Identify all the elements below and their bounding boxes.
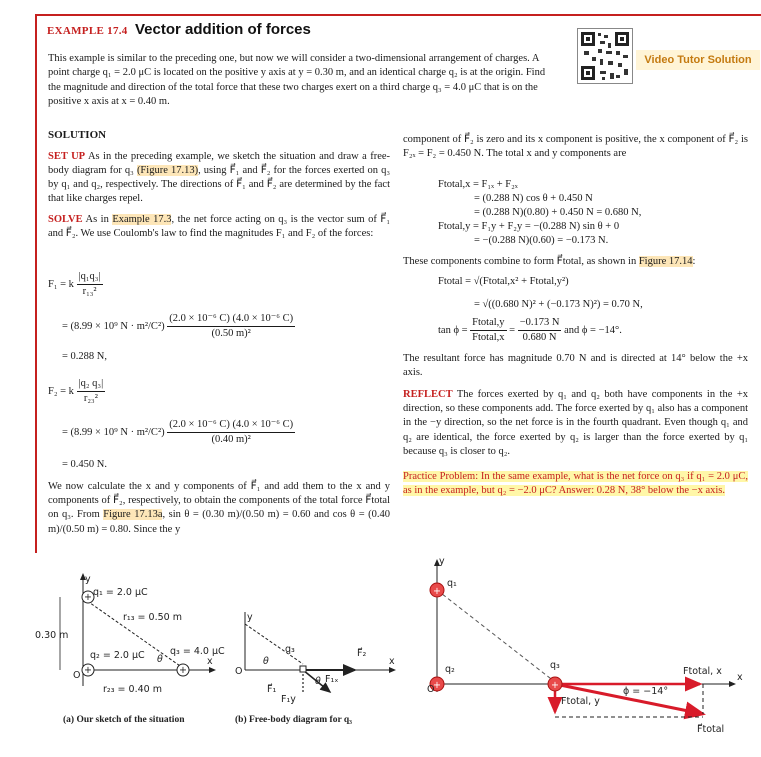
f2-denominator: r₂₃² [83,393,98,405]
tan-rhs: and ϕ = −14°. [564,325,622,337]
f1-equation [48,270,103,299]
tan-equals: = [509,325,516,337]
svg-text:+: + [84,665,92,676]
fig-a-r13: r₁₃ = 0.50 m [123,612,182,623]
svg-text:+: + [433,680,441,691]
result-paragraph: The resultant force has magnitude 0.70 N and is directed at 14° below the +x axis. [403,353,748,379]
reflect-label: REFLECT [403,389,453,400]
solve-text-cont: , the net force acting on q₃ is the vector sum of F⃗₁ and F⃗₂. We use Coulomb's law to find the magnitudes F₁ and F₂ of the forces: [48,213,391,239]
fig-a-y-label: y [85,574,91,585]
fig-b-theta: θ [263,656,269,667]
problem-statement: This example is similar to the preceding one, but now we will consider a two-dimensional arrangement of charges. A point charge q₁ = 2.0 μC is located on the positive y axis at y = 0.30 m, and an identical charge q₂ is at the origin. Find the magnitude and direction of the total force that these two charges exert on a third charge q₃ = 4.0 μC that is on the positive x axis at x = 0.40 m. [48,53,546,108]
fig-b-q3: q₃ [285,644,295,655]
reflect-text: The forces exerted by q₁ and q₂ both have components in the +x direction, so these components add. The force exerted by q₁ also has a component in the −y direction, so the net force is in the fourth quadrant. Even though q₁ and q₂ are identical, the force exerted by q₂ is larger than the force exerted by q₁ because q₃ is closer to q₂. [403,389,749,457]
eq-total-x-3: = (0.288 N)(0.80) + 0.450 N = 0.680 N, [474,207,642,218]
tan-denominator: Ftotal,x [472,332,505,344]
practice-text: Practice Problem: In the same example, what is the net force on q₃ if q₁ = 2.0 μC, as in the example, but q₂ = −2.0 μC? Answer: 0.28 N, 38° below the −x axis. [403,471,748,497]
eq-total-x-2: = (0.288 N) cos θ + 0.450 N [474,193,593,204]
tan-numerator: Ftotal,y [470,316,506,331]
setup-text-cont: , using F⃗₁ and F⃗₂ for the forces exerted on q₃ by q₁ and q₂, respectively. The directions of F⃗₁ and F⃗₂ are determined by the fact that like charges repel. [48,165,390,205]
fig-a-q1: q₁ = 2.0 μC [93,587,148,598]
magnitude-eq-1: Ftotal = √(Ftotal,x² + Ftotal,y²) [438,276,569,287]
solution-column-right [403,133,748,167]
fig-b-caption: (b) Free-body diagram for q₃ [235,715,353,725]
components-text-cont: , sin θ = (0.30 m)/(0.50 m) = 0.60 and cos θ = (0.40 m)/(0.50 m) = 0.80. Since the y [48,509,390,535]
figure-13a-link[interactable]: Figure 17.13a [103,509,163,521]
fig-b-y-label: y [247,612,253,623]
f1-frac-numerator: (2.0 × 10⁻⁶ C) (4.0 × 10⁻⁶ C) [167,312,295,327]
f2-result: = 0.450 N. [62,459,108,470]
solution-heading: SOLUTION [48,129,107,141]
reflect-paragraph [403,388,748,459]
combine-text: These components combine to form F⃗total, as shown in [403,256,639,267]
eq-total-y-2: = −(0.288 N)(0.60) = −0.173 N. [474,235,609,246]
example-title: Vector addition of forces [135,21,311,38]
figures-area [35,552,760,752]
f2-substitution [62,418,295,447]
f1-substitution [62,312,295,341]
f1-frac-denominator: (0.50 m)² [211,328,251,340]
f1-denominator: r₁₃² [82,286,97,298]
setup-label: SET UP [48,150,86,162]
fig-c-q3: q₃ [550,660,560,671]
example-link[interactable]: Example 17.3 [112,213,172,225]
fig-a-x-label: x [207,656,213,667]
fig-b-f1y: F₁y [281,694,296,705]
fig-c-phi: ϕ = −14° [623,686,669,697]
magnitude-eq-2: = √((0.680 N)² + (−0.173 N)²) = 0.70 N, [474,299,643,310]
fig-a-height: 0.30 m [35,630,69,641]
eq-total-x-1: Ftotal,x = F₁ₓ + F₂ₓ [438,179,518,190]
tan-denominator-2: 0.680 N [522,332,557,344]
components-paragraph [48,480,390,537]
fig-b-f2: F⃗₂ [357,648,367,659]
svg-text:+: + [433,586,441,597]
fig-c-ft: F⃗total [697,724,725,735]
components-text: We now calculate the x and y components of F⃗₁ and add them to the x and y components of F⃗₂, respectively, to obtain the components of the total force F⃗total on q₃. From [48,481,390,521]
combine-paragraph [403,255,748,269]
f1-numerator: |q₁q₃| [77,270,103,285]
fig-a-r23: r₂₃ = 0.40 m [103,684,162,695]
combine-text-cont: : [692,256,696,267]
example-header [37,16,537,46]
fig-c-q2: q₂ [445,664,455,675]
fig-c-ftx: Ftotal, x [683,666,722,677]
qr-code-icon[interactable] [577,28,633,84]
f2-equation [48,377,105,406]
eq-total-y-1: Ftotal,y = F₁y + F₂y = −(0.288 N) sin θ + 0 [438,221,620,232]
f2-constant: = (8.99 × 10⁹ N · m²/C²) [62,427,165,439]
fig-c-origin: O [427,684,435,695]
f2-frac-numerator: (2.0 × 10⁻⁶ C) (4.0 × 10⁻⁶ C) [167,418,295,433]
f2-lhs: F₂ = k [48,386,74,398]
fig-a-q2: q₂ = 2.0 μC [90,650,145,661]
figure-link[interactable]: (Figure 17.13) [136,165,199,177]
figure-14-link[interactable]: Figure 17.14 [638,256,693,267]
f2-frac-denominator: (0.40 m)² [211,434,251,446]
col2-intro: component of F⃗₂ is zero and its x component is positive, the x component of F⃗₂ is F₂ₓ = F₂ = 0.450 N. The total x and y components are [403,134,748,160]
tan-lhs: tan ϕ = [438,325,468,337]
f1-constant: = (8.99 × 10⁹ N · m²/C²) [62,321,165,333]
video-tutor-link[interactable]: Video Tutor Solution [636,50,760,70]
example-label: EXAMPLE 17.4 [47,25,128,37]
f1-result: = 0.288 N, [62,351,108,362]
fig-a-origin: O [73,670,81,681]
fig-b-theta2: θ [315,676,321,687]
fig-b-origin: O [235,666,243,677]
solve-text: As in [85,213,113,225]
fig-c-q1: q₁ [447,578,457,589]
figure-b [235,612,395,705]
fig-c-fty: Ftotal, y [561,696,600,707]
solution-column-left [48,128,390,247]
fig-b-x-label: x [389,656,395,667]
svg-text:+: + [179,665,187,676]
fig-c-x-label: x [737,672,743,683]
figure-c [427,556,743,735]
fig-c-y-label: y [439,556,445,567]
svg-text:+: + [84,592,92,603]
f1-lhs: F₁ = k [48,279,74,291]
fig-b-f1: F⃗₁ [267,684,277,695]
setup-paragraph [48,150,390,207]
solve-paragraph [48,213,390,241]
tan-numerator-2: −0.173 N [518,316,562,331]
fig-a-q3: q₃ = 4.0 μC [170,646,225,657]
fig-a-caption: (a) Our sketch of the situation [63,715,185,725]
figure-a [35,574,225,695]
svg-text:+: + [551,680,559,691]
tan-equation [438,316,622,345]
f2-numerator: |q₂ q₃| [77,377,106,392]
fig-b-f1x: F₁ₓ [325,674,339,685]
setup-text: As in the preceding example, we sketch the situation and draw a free-body diagram for q₃ [48,150,391,177]
fig-a-theta: θ [157,654,163,665]
solve-label: SOLVE [48,213,83,225]
practice-problem [403,470,748,498]
